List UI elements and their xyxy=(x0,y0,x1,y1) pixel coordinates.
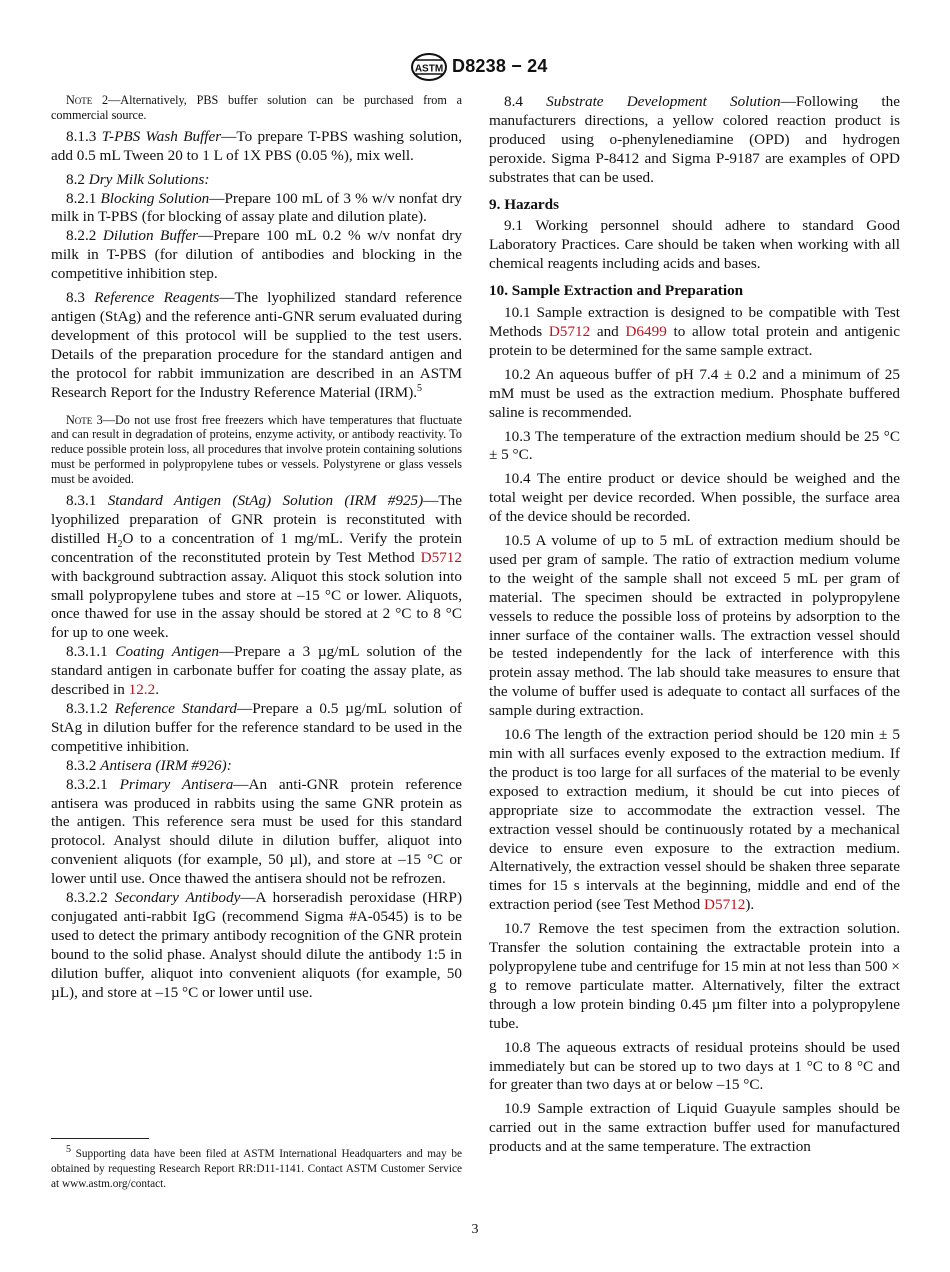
section-8-2: 8.2 Dry Milk Solutions: xyxy=(66,170,210,188)
section-10-1: 10.1 Sample extraction is designed to be compatible with Test Methods D5712 and D6499 to allow total protein and antigenic protein to be determined for the same sample extract. xyxy=(489,304,900,359)
section-10-4: 10.4 The entire product or device should be weighed and the total weight per device recorded. When possible, the surface area of the device should be recorded. xyxy=(489,470,900,526)
section-8-2-2: 8.2.2 Dilution Buffer—Prepare 100 mL 0.2 % w/v nonfat dry milk in T-PBS (for dilution of antibodies and blocking in the competitive inhibition step. xyxy=(51,227,463,283)
section-10-3: 10.3 The temperature of the extraction medium should be 25 °C ± 5 °C. xyxy=(489,427,900,464)
section-8-1-3: 8.1.3 T-PBS Wash Buffer—To prepare T-PBS washing solution, add 0.5 mL Tween 20 to 1 L of 1X PBS (0.05 %), mix well. xyxy=(51,127,463,164)
heading-hazards: 9. Hazards xyxy=(489,195,560,213)
section-12-2-link[interactable]: 12.2 xyxy=(128,681,156,699)
left-column xyxy=(51,93,462,1003)
section-10-2: 10.2 An aqueous buffer of pH 7.4 ± 0.2 and a minimum of 25 mM must be used as the extraction medium. Phosphate buffered saline is recommended. xyxy=(489,365,900,421)
section-10-9: 10.9 Sample extraction of Liquid Guayule samples should be carried out in the same extraction buffer used for manufactured products and at the same temperature. The extraction xyxy=(489,1100,900,1156)
heading-sample-extraction: 10. Sample Extraction and Preparation xyxy=(489,282,744,300)
section-10-8: 10.8 The aqueous extracts of residual proteins should be used immediately but can be stored up to two days at 1 °C to 8 °C and for greater than two days at or below –15 °C. xyxy=(489,1038,900,1094)
section-8-3-1: 8.3.1 Standard Antigen (StAg) Solution (IRM #925)—The lyophilized preparation of GNR protein is reconstituted with distilled $H_2O$ to a concentration of 1 mg/mL. Verify the protein concentration of the reconstituted protein by Test Method D5712 with background subtraction assay. Aliquot this stock solution into small polypropylene tubes and store at –15 °C or lower. Aliquots, once thawed for use in the assay should be stored at 2 °C to 8 °C for up to one week. xyxy=(51,492,463,642)
section-8-3-1-2: 8.3.1.2 Reference Standard—Prepare a 0.5 µg/mL solution of StAg in dilution buffer for the reference standard to be used in the competitive inhibition. xyxy=(51,700,462,755)
section-10-7: 10.7 Remove the test specimen from the extraction solution. Transfer the solution containing the extractable protein into a polypropylene tube and centrifuge for 15 min at not less than 500 × g to remove particulate matter. Alternatively, filter the extract through a low protein binding 0.45 µm filter into a polypropylene tube. xyxy=(489,920,900,1032)
d5712-link[interactable]: D5712 xyxy=(420,548,462,566)
document-id: D8238 − 24 xyxy=(452,56,548,76)
section-8-3-2-2: 8.3.2.2 Secondary Antibody—A horseradish peroxidase (HRP) conjugated anti-rabbit IgG (recommend Sigma #A-0545) is to be used to detect the primary antibody recognition of the GNR protein bound to the solid phase. Analyst should dilute the antibody 1:5 in dilution buffer, aliquot into convenient aliquots (for example, 50 µL), and store at –15 °C or lower until use. xyxy=(51,889,463,1001)
section-10-5: 10.5 A volume of up to 5 mL of extraction medium should be used per gram of sample. The ratio of extraction medium volume to the weight of the sample shall not exceed 5 mL per gram of material. The specimen should be extracted in polypropylene vessels to reduce the possible loss of proteins by adsorption to the inner surface of the container walls. The extraction vessel should be tested independently for the lack of interference with this protein assay method. The lab should take measures to ensure that the volume of buffer used is adequate to contact all surfaces of the sample during extraction. xyxy=(489,532,900,720)
note-3: Note 3—Do not use frost free freezers which have temperatures that fluctuate and can result in degradation of proteins, enzyme activity, or antibody reactivity. To reduce possible protein loss, all procedures that involve protein containing solutions must be performed in polypropylene tubes or vessels. Polystyrene or glass vessels must be avoided. xyxy=(51,412,463,487)
page-number: 3 xyxy=(471,1222,479,1237)
note-2: Note 2—Alternatively, PBS buffer solution can be purchased from a commercial source. xyxy=(51,93,462,122)
section-8-2-1: 8.2.1 Blocking Solution—Prepare 100 mL of 3 % w/v nonfat dry milk in T-PBS (for blocking of assay plate and dilution plate). xyxy=(51,189,462,226)
section-9-1: 9.1 Working personnel should adhere to standard Good Laboratory Practices. Care should be taken when working with all chemical reagents including acids and bases. xyxy=(489,217,900,273)
page-header xyxy=(0,52,950,82)
section-8-3-1-1: 8.3.1.1 Coating Antigen—Prepare a 3 µg/mL solution of the standard antigen in carbonate buffer for coating the assay plate, as described in 12.2. xyxy=(51,643,463,699)
section-8-3-2-1: 8.3.2.1 Primary Antisera—An anti-GNR protein reference antisera was produced in rabbits using the same GNR protein as the antigen. This reference sera must be used for this standard protocol. Analyst should dilute in dilution buffer, aliquot into convenient aliquots (for example, 50 µl), and store at –15 °C or lower until use. Once thawed the antisera should not be refrozen. xyxy=(51,775,463,888)
footnote-5: $^5$ Supporting data have been filed at ASTM International Headquarters and may be obtained by requesting Research Report RR:D11-1141. Contact ASTM Customer Service at www.astm.org/contact. xyxy=(51,1144,462,1190)
astm-logo-icon xyxy=(410,52,448,82)
svg-text:ASTM: ASTM xyxy=(414,63,444,75)
section-8-4: 8.4 Substrate Development Solution—Following the manufacturers directions, a yellow colored reaction product is produced using o-phenylenediamine (OPD) and hydrogen peroxide. Sigma P-8412 and Sigma P-9187 are examples of OPD substrates that can be used. xyxy=(489,93,900,186)
section-10-6: 10.6 The length of the extraction period should be 120 min ± 5 min with all surfaces evenly exposed to the extraction medium. If the product is too large for all surfaces of the material to be evenly exposed to extraction medium, it should be cut into pieces of appropriate size to accommodate the extraction vessel. The extraction vessel should be continuously rotated by a mechanical device to ensure even exposure to the extraction medium. Alternatively, the extraction vessel should be shaken three separate times for 15 s intervals at the beginning, middle and end of the extraction period (see Test Method D5712). xyxy=(489,726,900,914)
right-column xyxy=(489,93,900,1157)
d5712-link[interactable]: D5712 xyxy=(548,322,591,340)
d6499-link[interactable]: D6499 xyxy=(625,322,667,340)
d5712-link[interactable]: D5712 xyxy=(704,896,746,914)
footnote-divider xyxy=(51,1138,149,1139)
section-8-3-2: 8.3.2 Antisera (IRM #926): xyxy=(66,756,232,774)
section-8-3: 8.3 Reference Reagents—The lyophilized standard reference antigen (StAg) and the reference anti-GNR serum evaluated during development of this protocol will be supplied to the test users. Details of the preparation procedure for the standard antigen and the protocol for rabbit immunization are described in an ASTM Research Report for the Industry Reference Material (IRM).$^5$ xyxy=(51,289,462,401)
